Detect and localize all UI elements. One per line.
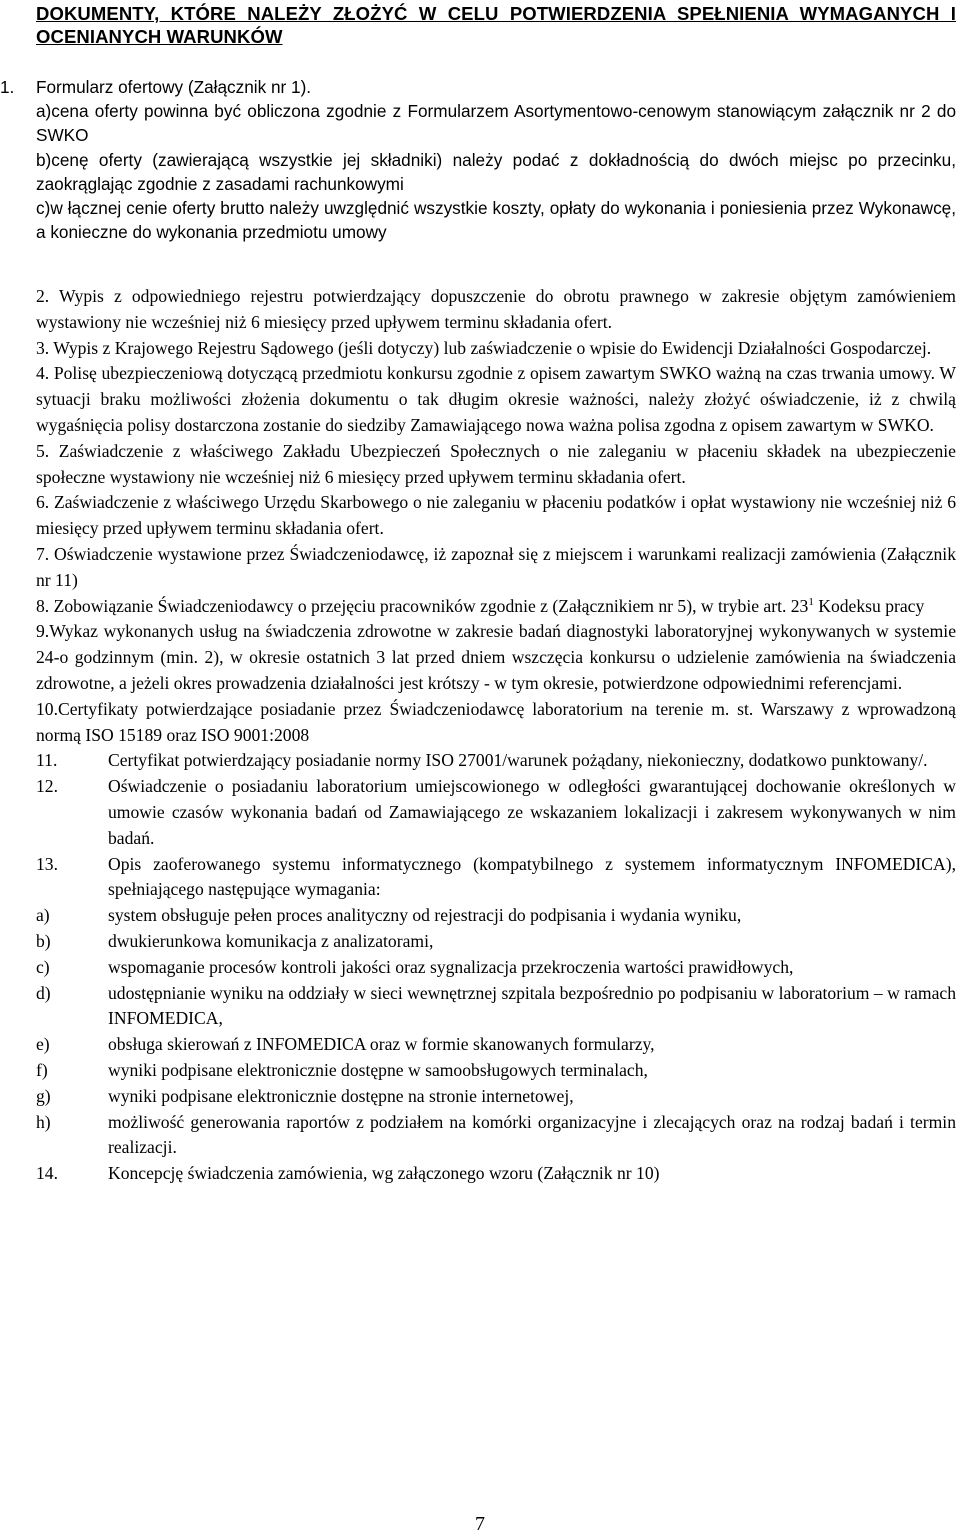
section-1	[0, 75, 956, 244]
item-7: 7. Oświadczenie wystawione przez Świadczeniodawcę, iż zapoznał się z miejscem i warunkami realizacji zamówienia (Załącznik nr 11)	[36, 543, 956, 590]
section-1-title: 1. Formularz ofertowy (Załącznik nr 1).	[0, 77, 312, 97]
item-6: 6. Zaświadczenie z właściwego Urzędu Skarbowego o nie zaleganiu w płaceniu podatków i opłat wystawiony nie wcześniej niż 6 miesięcy przed upływem terminu składania ofert.	[36, 492, 956, 539]
item-9: 9.Wykaz wykonanych usług na świadczenia zdrowotne w zakresie badań diagnostyki laboratoryjnej wykonywanych w systemie 24-o godzinnym (min. 2), w okresie ostatnich 3 lat przed dniem wszczęcia konkursu o udzielenie zamówienia na świadczenia zdrowotne, a jeżeli okres prowadzenia działalności jest krótszy - w tym okresie, potwierdzone odpowiednimi referencjami.	[36, 621, 956, 693]
item-4: 4. Polisę ubezpieczeniową dotyczącą przedmiotu konkursu zgodnie z opisem zawartym SWKO ważną na czas trwania umowy. W sytuacji braku możliwości złożenia dokumentu o tak długim okresie ważności, należy złożyć oświadczenie, iż z chwilą wygaśnięcia polisy dostarczona zostanie do siedziby Zamawiającego nowa ważna polisa zgodna z opisem zawartym w SWKO.	[36, 363, 956, 435]
requirement-d: d) udostępnianie wyniku na oddziały w sieci wewnętrznej szpitala bezpośrednio po podpisaniu w laboratorium – w ramach INFOMEDICA,	[36, 982, 956, 1029]
item-8: 8. Zobowiązanie Świadczeniodawcy o przejęciu pracowników zgodnie z (Załącznikiem nr 5), w trybie art. $23^1$ Kodeksu pracy	[36, 595, 925, 616]
requirement-f: f) wyniki podpisane elektronicznie dostępne w samoobsługowych terminalach,	[36, 1059, 648, 1080]
item-12: 12. Oświadczenie o posiadaniu laboratorium umiejscowionego w odległości gwarantującej dochowanie określonych w umowie czasów wykonania badań od Zamawiającego ze wskazaniem lokalizacji i zakresem wykonywanych w nim badań.	[36, 774, 956, 851]
requirement-b: b) dwukierunkowa komunikacja z analizatorami,	[36, 930, 434, 951]
item-2: 2. Wypis z odpowiedniego rejestru potwierdzający dopuszczenie do obrotu prawnego w zakresie objętym zamówieniem wystawiony nie wcześniej niż 6 miesięcy przed upływem terminu składania ofert.	[36, 286, 956, 332]
item-12-number: 12.	[36, 776, 58, 797]
item-11-number: 11.	[36, 750, 58, 771]
item-3: 3. Wypis z Krajowego Rejestru Sądowego (jeśli dotyczy) lub zaświadczenie o wpisie do Ewidencji Działalności Gospodarczej.	[36, 337, 932, 358]
item-10: 10.Certyfikaty potwierdzające posiadanie przez Świadczeniodawcę laboratorium na terenie m. st. Warszawy z wprowadzoną normą ISO 15189 oraz ISO 9001:2008	[36, 698, 956, 745]
item-5: 5. Zaświadczenie z właściwego Zakładu Ubezpieczeń Społecznych o nie zaleganiu w płaceniu składek na ubezpieczenie społeczne wystawiony nie wcześniej niż 6 miesięcy przed upływem terminu składania ofert.	[36, 440, 956, 487]
requirement-g: g) wyniki podpisane elektronicznie dostępne na stronie internetowej,	[36, 1085, 574, 1106]
item-11: 11. Certyfikat potwierdzający posiadanie normy ISO 27001/warunek pożądany, niekonieczny, dodatkowo punktowany/.	[36, 748, 956, 774]
section-1-c: c)w łącznej cenie oferty brutto należy uwzględnić wszystkie koszty, opłaty do wykonania i poniesienia przez Wykonawcę, a konieczne do wykonania przedmiotu umowy	[36, 198, 956, 243]
requirement-c: c) wspomaganie procesów kontroli jakości oraz sygnalizacja przekroczenia wartości prawidłowych,	[36, 956, 794, 977]
requirement-h: h) możliwość generowania raportów z podziałem na komórki organizacyjne i zlecających oraz na rodzaj badań i termin realizacji.	[36, 1111, 956, 1158]
page-number: 7	[475, 1513, 485, 1535]
item-13-number: 13.	[36, 853, 58, 874]
document-heading: DOKUMENTY, KTÓRE NALEŻY ZŁOŻYĆ W CELU POTWIERDZENIA SPEŁNIENIA WYMAGANYCH I OCENIANYCH WARUNKÓW	[36, 3, 956, 47]
requirement-e: e) obsługa skierowań z INFOMEDICA oraz w formie skanowanych formularzy,	[36, 1034, 655, 1055]
item-14-number: 14.	[36, 1163, 58, 1184]
requirement-a: a) system obsługuje pełen proces analityczny od rejestracji do podpisania i wydania wyniku,	[36, 905, 742, 926]
document-body	[36, 284, 956, 1187]
item-13: 13. Opis zaoferowanego systemu informatycznego (kompatybilnego z systemem informatycznym INFOMEDICA), spełniającego następujące wymagania:	[36, 852, 956, 904]
section-1-a: a)cena oferty powinna być obliczona zgodnie z Formularzem Asortymentowo-cenowym stanowiącym załącznik nr 2 do SWKO	[36, 101, 956, 146]
section-1-b: b)cenę oferty (zawierającą wszystkie jej składniki) należy podać z dokładnością do dwóch miejsc po przecinku, zaokrąglając zgodnie z zasadami rachunkowymi	[36, 149, 956, 194]
item-14: 14. Koncepcję świadczenia zamówienia, wg załączonego wzoru (Załącznik nr 10)	[36, 1161, 956, 1187]
